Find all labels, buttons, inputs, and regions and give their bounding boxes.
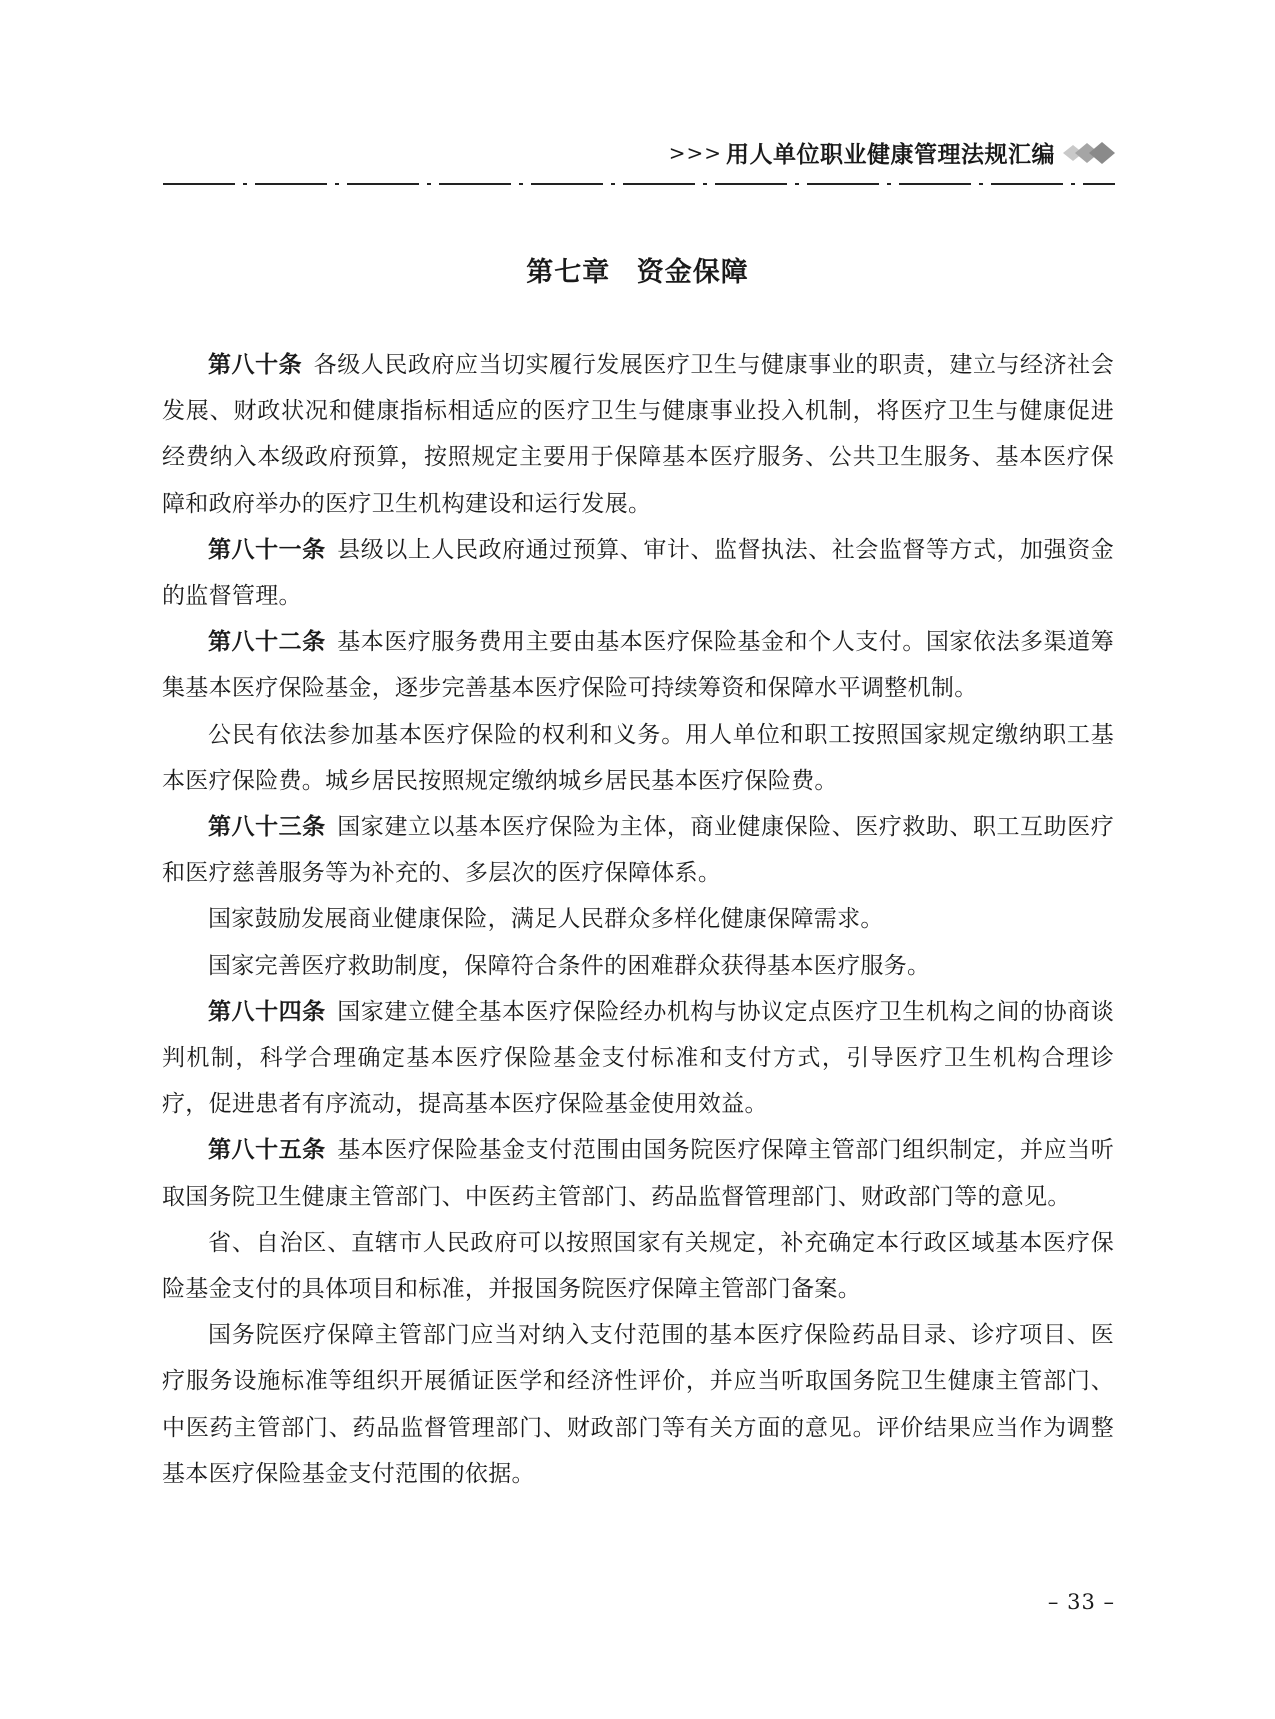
article-number: 第八十三条 [208,814,326,841]
paragraph [162,989,1114,1128]
book-title: 用人单位职业健康管理法规汇编 [726,141,1055,168]
paragraph-text: 国家建立健全基本医疗保险经办机构与协议定点医疗卫生机构之间的协商谈判机制，科学合理确定基本医疗保险基金支付标准和支付方式，引导医疗卫生机构合理诊疗，促进患者有序流动，提高基本医疗保险基金使用效益。 [162,998,1114,1118]
page-number: – 33 – [1047,1590,1115,1614]
running-header [669,136,1117,169]
chapter-title: 第七章 资金保障 [526,257,749,288]
paragraph-text: 国家建立以基本医疗保险为主体，商业健康保险、医疗救助、职工互助医疗和医疗慈善服务等为补充的、多层次的医疗保障体系。 [162,814,1114,887]
paragraph [162,1127,1114,1219]
paragraph-text: 国家完善医疗救助制度，保障符合条件的困难群众获得基本医疗服务。 [208,952,931,979]
article-number: 第八十四条 [208,998,326,1025]
paragraph-text: 基本医疗服务费用主要由基本医疗保险基金和个人支付。国家依法多渠道筹集基本医疗保险基金，逐步完善基本医疗保险可持续筹资和保障水平调整机制。 [162,629,1114,702]
paragraph-text: 各级人民政府应当切实履行发展医疗卫生与健康事业的职责，建立与经济社会发展、财政状况和健康指标相适应的医疗卫生与健康事业投入机制，将医疗卫生与健康促进经费纳入本级政府预算，按照规定主要用于保障基本医疗服务、公共卫生服务、基本医疗保障和政府举办的医疗卫生机构建设和运行发展。 [162,352,1114,517]
paragraph [162,1220,1114,1312]
paragraph [162,943,1114,989]
paragraph-text: 公民有依法参加基本医疗保险的权利和义务。用人单位和职工按照国家规定缴纳职工基本医疗保险费。城乡居民按照规定缴纳城乡居民基本医疗保险费。 [162,721,1114,794]
paragraph-text: 基本医疗保险基金支付范围由国务院医疗保障主管部门组织制定，并应当听取国务院卫生健康主管部门、中医药主管部门、药品监督管理部门、财政部门等的意见。 [162,1137,1114,1210]
article-number: 第八十一条 [208,536,326,563]
header-rule [163,179,1115,189]
paragraph [162,1312,1114,1497]
header-arrows: >>> [668,140,722,165]
paragraph [162,619,1114,711]
article-number: 第八十五条 [208,1137,326,1164]
diamond-ornament-icon [1063,141,1117,165]
paragraph-text: 国务院医疗保障主管部门应当对纳入支付范围的基本医疗保险药品目录、诊疗项目、医疗服务设施标准等组织开展循证医学和经济性评价，并应当听取国务院卫生健康主管部门、中医药主管部门、药品监督管理部门、财政部门等有关方面的意见。评价结果应当作为调整基本医疗保险基金支付范围的依据。 [162,1322,1114,1487]
paragraph [162,804,1114,896]
paragraph-text: 国家鼓励发展商业健康保险，满足人民群众多样化健康保障需求。 [208,906,884,933]
paragraph-text: 省、自治区、直辖市人民政府可以按照国家有关规定，补充确定本行政区域基本医疗保险基金支付的具体项目和标准，并报国务院医疗保障主管部门备案。 [162,1229,1114,1303]
body-text [162,342,1114,1497]
paragraph [162,712,1114,804]
paragraph-text: 县级以上人民政府通过预算、审计、监督执法、社会监督等方式，加强资金的监督管理。 [162,536,1114,610]
paragraph [162,896,1114,942]
paragraph [162,527,1114,619]
article-number: 第八十条 [208,352,303,378]
article-number: 第八十二条 [208,629,326,656]
paragraph [162,342,1114,527]
